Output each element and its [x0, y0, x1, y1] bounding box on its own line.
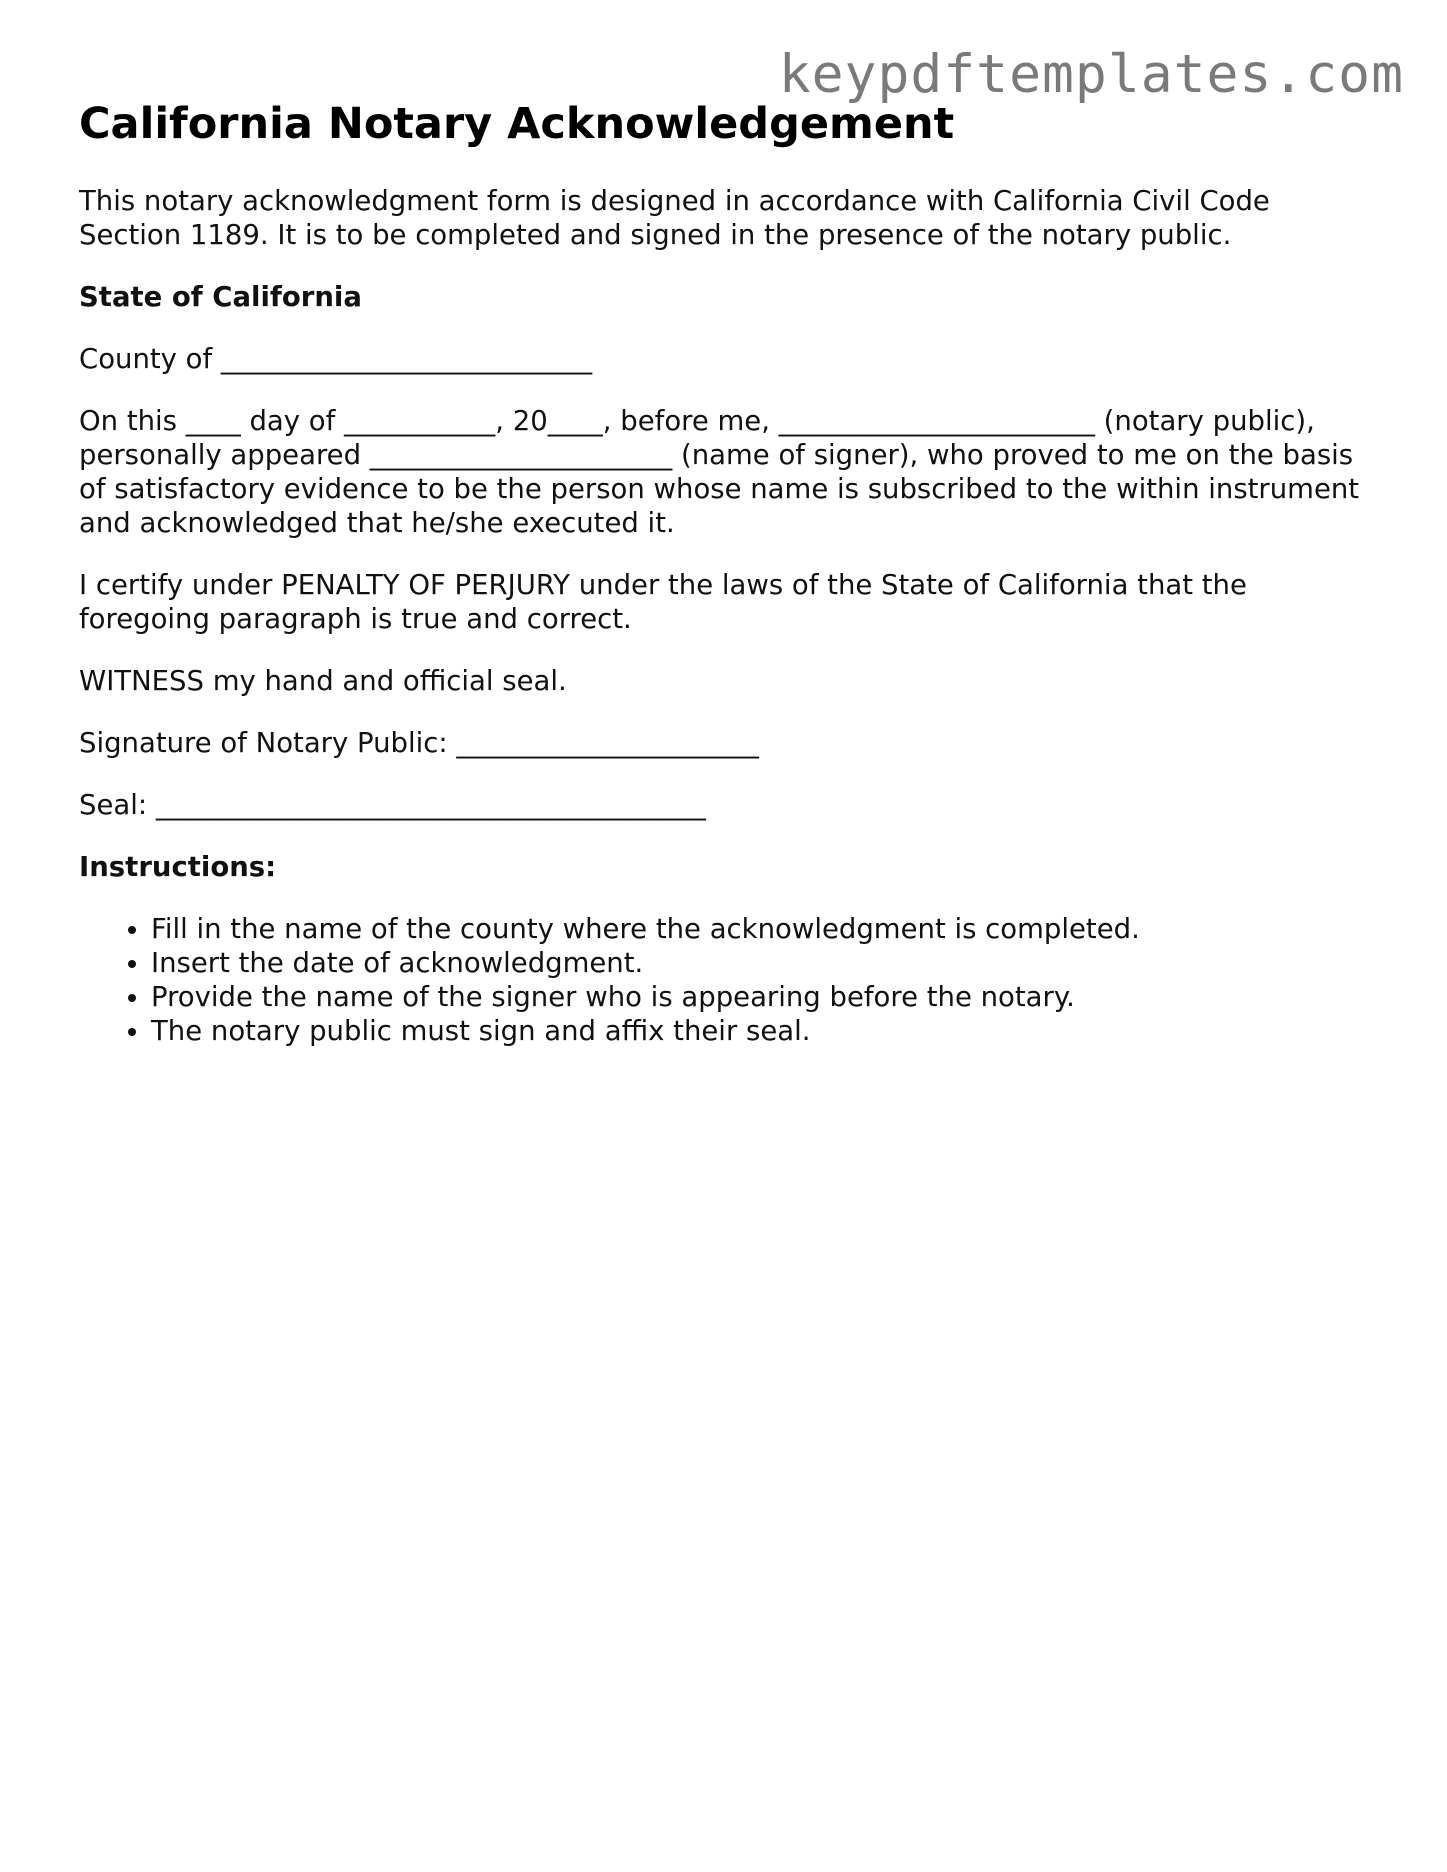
state-heading: State of California [79, 281, 362, 313]
list-item: • Insert the date of acknowledgment. [151, 946, 1379, 980]
list-item: • Fill in the name of the county where the acknowledgment is completed. [151, 912, 1379, 946]
witness-line: WITNESS my hand and official seal. [79, 665, 567, 697]
seal-line: Seal: ________________________________________ [79, 789, 706, 821]
certify-paragraph: I certify under PENALTY OF PERJURY under the laws of the State of California that the foregoing paragraph is true and correct. [79, 569, 1247, 635]
acknowledgment-paragraph: On this ____ day of ___________, 20____, before me, _______________________ (notary public), personally appeared ______________________ (name of signer), who proved to me on the basis of satisfactory evidence to be the person whose name is subscribed to the within instrument and acknowledged that he/she executed it. [79, 405, 1360, 539]
instructions-list [79, 912, 1379, 1048]
instructions-heading: Instructions: [79, 851, 277, 883]
notary-signature-line: Signature of Notary Public: ______________________ [79, 727, 759, 759]
list-item: • Provide the name of the signer who is appearing before the notary. [151, 980, 1379, 1014]
intro-paragraph: This notary acknowledgment form is designed in accordance with California Civil Code Section 1189. It is to be completed and signed in the presence of the notary public. [79, 185, 1270, 251]
county-line: County of ___________________________ [79, 343, 593, 375]
watermark: keypdftemplates.com [778, 44, 1404, 105]
list-item: • The notary public must sign and affix their seal. [151, 1014, 1379, 1048]
page-title: California Notary Acknowledgement [79, 99, 955, 149]
document-body [79, 96, 1379, 1048]
